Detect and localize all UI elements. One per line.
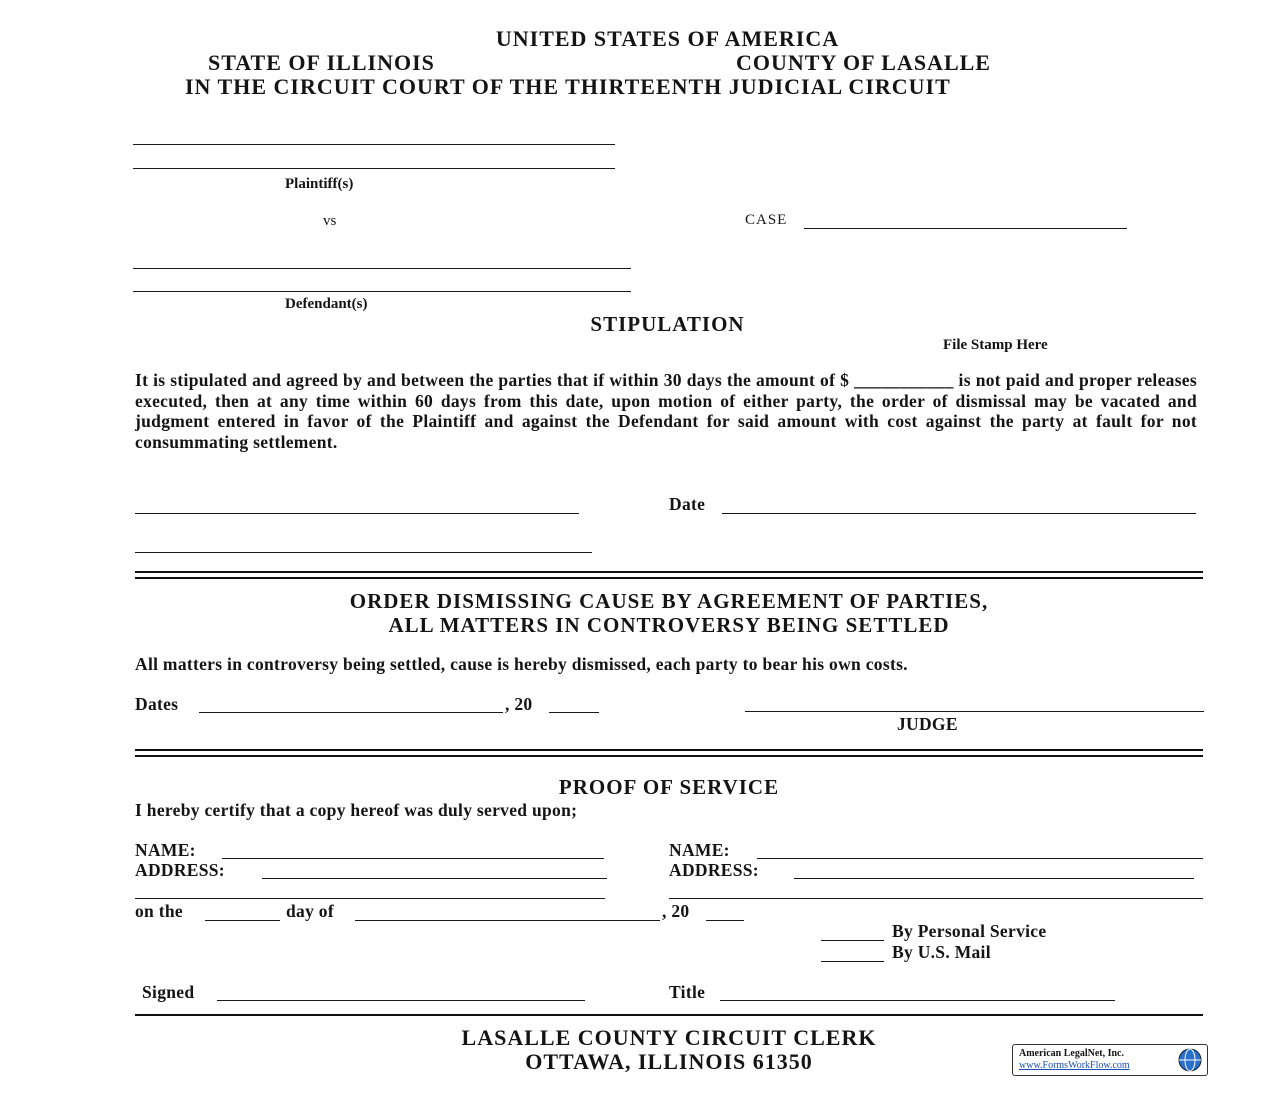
name-field-left[interactable]	[222, 858, 604, 859]
proof-year-field[interactable]	[706, 920, 744, 921]
header-county: COUNTY OF LASALLE	[736, 50, 991, 75]
logo-company-name: American LegalNet, Inc.	[1019, 1048, 1124, 1059]
order-date-field[interactable]	[199, 712, 503, 713]
on-the-label: on the	[135, 901, 183, 921]
name-label-left: NAME:	[135, 840, 196, 860]
order-title-1: ORDER DISMISSING CAUSE BY AGREEMENT OF PARTIES,	[349, 589, 989, 613]
address-field-right-1[interactable]	[794, 878, 1194, 879]
personal-service-label: By Personal Service	[892, 921, 1047, 941]
plaintiff-line-2[interactable]	[133, 168, 615, 169]
order-year-prefix: , 20	[505, 694, 533, 714]
footer-divider	[135, 1014, 1203, 1016]
proof-certify-text: I hereby certify that a copy hereof was duly served upon;	[135, 800, 578, 820]
divider-mid-1	[135, 749, 1203, 751]
name-field-right[interactable]	[757, 858, 1203, 859]
defendant-line-2[interactable]	[133, 291, 631, 292]
month-field[interactable]	[355, 920, 660, 921]
case-label: CASE	[745, 212, 788, 228]
date-label: Date	[669, 494, 706, 514]
defendant-label: Defendant(s)	[285, 296, 368, 312]
us-mail-label: By U.S. Mail	[892, 942, 991, 962]
address-label-left: ADDRESS:	[135, 860, 225, 880]
header-state: STATE OF ILLINOIS	[208, 50, 435, 75]
signed-label: Signed	[142, 982, 195, 1002]
us-mail-checkline[interactable]	[821, 961, 884, 962]
signature-line-2[interactable]	[135, 552, 592, 553]
case-number-field[interactable]	[804, 228, 1127, 229]
name-label-right: NAME:	[669, 840, 730, 860]
title-field[interactable]	[720, 1000, 1115, 1001]
header-country: UNITED STATES OF AMERICA	[495, 26, 840, 51]
plaintiff-label: Plaintiff(s)	[285, 176, 354, 192]
judge-label: JUDGE	[897, 714, 958, 734]
judge-signature-line[interactable]	[745, 711, 1204, 712]
proof-title: PROOF OF SERVICE	[558, 775, 780, 799]
defendant-line-1[interactable]	[133, 268, 631, 269]
american-legalnet-logo[interactable]	[1012, 1044, 1208, 1076]
order-title-2: ALL MATTERS IN CONTROVERSY BEING SETTLED	[388, 613, 950, 637]
date-field[interactable]	[722, 513, 1196, 514]
signed-field[interactable]	[217, 1000, 585, 1001]
header-court: IN THE CIRCUIT COURT OF THE THIRTEENTH JUDICIAL CIRCUIT	[185, 74, 951, 99]
footer-clerk: LASALLE COUNTY CIRCUIT CLERK	[461, 1025, 877, 1050]
address-field-left-1[interactable]	[262, 878, 607, 879]
file-stamp-label: File Stamp Here	[943, 337, 1048, 353]
address-field-left-2[interactable]	[135, 898, 605, 899]
stipulation-text: It is stipulated and agreed by and between the parties that if within 30 days the amount of $ ___________ is not paid and proper releases executed, then at any time within 60 days from this date, upon motion of either party, the order of dismissal may be vacated and judgment entered in favor of the Plaintiff and against the Defendant for said amount with cost against the party at fault for not consummating settlement.	[135, 370, 1197, 452]
stipulation-title: STIPULATION	[590, 312, 745, 336]
signature-line-1[interactable]	[135, 513, 579, 514]
order-year-field[interactable]	[549, 712, 599, 713]
globe-icon	[1177, 1047, 1203, 1073]
logo-url[interactable]: www.FormsWorkFlow.com	[1019, 1060, 1130, 1071]
order-dates-label: Dates	[135, 694, 179, 714]
day-of-label: day of	[286, 901, 334, 921]
order-text: All matters in controversy being settled, cause is hereby dismissed, each party to bear his own costs.	[135, 654, 908, 674]
address-field-right-2[interactable]	[669, 898, 1203, 899]
title-label: Title	[669, 982, 706, 1002]
proof-year-prefix: , 20	[662, 901, 690, 921]
divider-mid-2	[135, 755, 1203, 757]
plaintiff-line-1[interactable]	[133, 144, 615, 145]
address-label-right: ADDRESS:	[669, 860, 759, 880]
vs-label: vs	[323, 213, 337, 229]
personal-service-checkline[interactable]	[821, 940, 884, 941]
footer-city: OTTAWA, ILLINOIS 61350	[525, 1049, 813, 1074]
divider-top-1	[135, 571, 1203, 573]
day-field[interactable]	[205, 920, 280, 921]
divider-top-2	[135, 577, 1203, 579]
